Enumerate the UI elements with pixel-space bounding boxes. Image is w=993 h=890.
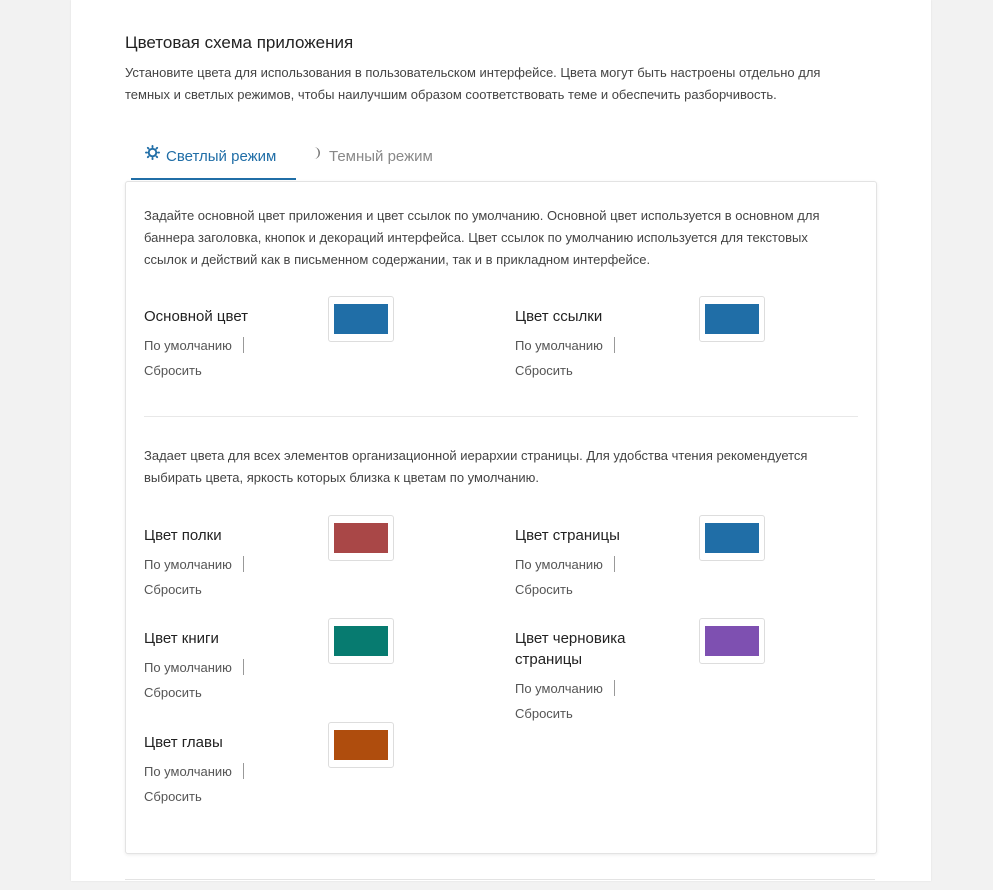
color-fill	[334, 523, 388, 553]
reset-link[interactable]: Сбросить	[144, 363, 202, 378]
reset-link[interactable]: Сбросить	[515, 706, 573, 721]
field-actions	[144, 759, 319, 809]
field-label: Цвет черновика страницы	[515, 630, 626, 668]
default-link[interactable]: По умолчанию	[144, 660, 232, 675]
default-link[interactable]: По умолчанию	[144, 764, 232, 779]
tab-dark-mode[interactable]	[311, 140, 471, 180]
color-swatch-button[interactable]	[699, 296, 765, 342]
field-actions	[144, 552, 319, 602]
group2-description: Задает цвета для всех элементов организационной иерархии страницы. Для удобства чтения рекомендуется выбирать цвета, яркость которых близка к цветам по умолчанию.	[144, 448, 808, 485]
field-label: Цвет главы	[144, 734, 223, 751]
reset-link[interactable]: Сбросить	[144, 789, 202, 804]
color-swatch-button[interactable]	[328, 722, 394, 768]
settings-page	[71, 0, 931, 881]
moon-icon	[311, 139, 323, 173]
mode-tabs	[131, 140, 433, 182]
color-fill	[705, 523, 759, 553]
field-actions	[515, 333, 690, 383]
color-fill	[334, 304, 388, 334]
field-actions	[144, 655, 319, 705]
color-fill	[334, 730, 388, 760]
tab-dark-label: Темный режим	[329, 148, 433, 165]
tab-light-mode[interactable]	[131, 140, 296, 180]
sun-icon	[145, 139, 160, 173]
default-link[interactable]: По умолчанию	[144, 557, 232, 572]
field-actions	[515, 676, 690, 726]
reset-link[interactable]: Сбросить	[515, 363, 573, 378]
divider	[243, 337, 244, 353]
section-divider	[144, 416, 858, 417]
section-description: Установите цвета для использования в пользовательском интерфейсе. Цвета могут быть настроены отдельно для темных и светлых режимов, чтобы наилучшим образом соответствовать теме и обеспечить разборчивость.	[125, 65, 821, 102]
field-label: Цвет полки	[144, 527, 222, 544]
color-swatch-button[interactable]	[328, 296, 394, 342]
section-title: Цветовая схема приложения	[125, 33, 354, 52]
color-fill	[334, 626, 388, 656]
field-label: Основной цвет	[144, 308, 249, 325]
divider	[614, 556, 615, 572]
divider	[243, 659, 244, 675]
reset-link[interactable]: Сбросить	[515, 582, 573, 597]
color-swatch-button[interactable]	[328, 618, 394, 664]
divider	[243, 763, 244, 779]
color-fill	[705, 626, 759, 656]
light-mode-panel	[125, 181, 877, 854]
reset-link[interactable]: Сбросить	[144, 582, 202, 597]
default-link[interactable]: По умолчанию	[515, 681, 603, 696]
field-actions	[515, 552, 690, 602]
color-fill	[705, 304, 759, 334]
default-link[interactable]: По умолчанию	[144, 338, 232, 353]
color-swatch-button[interactable]	[328, 515, 394, 561]
divider	[243, 556, 244, 572]
default-link[interactable]: По умолчанию	[515, 557, 603, 572]
field-label: Цвет ссылки	[515, 308, 603, 325]
tab-light-label: Светлый режим	[166, 148, 277, 165]
group1-description: Задайте основной цвет приложения и цвет ссылок по умолчанию. Основной цвет используется в основном для баннера заголовка, кнопок и декораций интерфейса. Цвет ссылок по умолчанию используется для текстовых ссылок и действий как в письменном содержании, так и в прикладном интерфейсе.	[144, 208, 820, 267]
divider	[614, 337, 615, 353]
field-label: Цвет страницы	[515, 527, 620, 544]
color-swatch-button[interactable]	[699, 618, 765, 664]
reset-link[interactable]: Сбросить	[144, 685, 202, 700]
color-swatch-button[interactable]	[699, 515, 765, 561]
field-label: Цвет книги	[144, 630, 219, 647]
divider	[614, 680, 615, 696]
field-actions	[144, 333, 319, 383]
default-link[interactable]: По умолчанию	[515, 338, 603, 353]
